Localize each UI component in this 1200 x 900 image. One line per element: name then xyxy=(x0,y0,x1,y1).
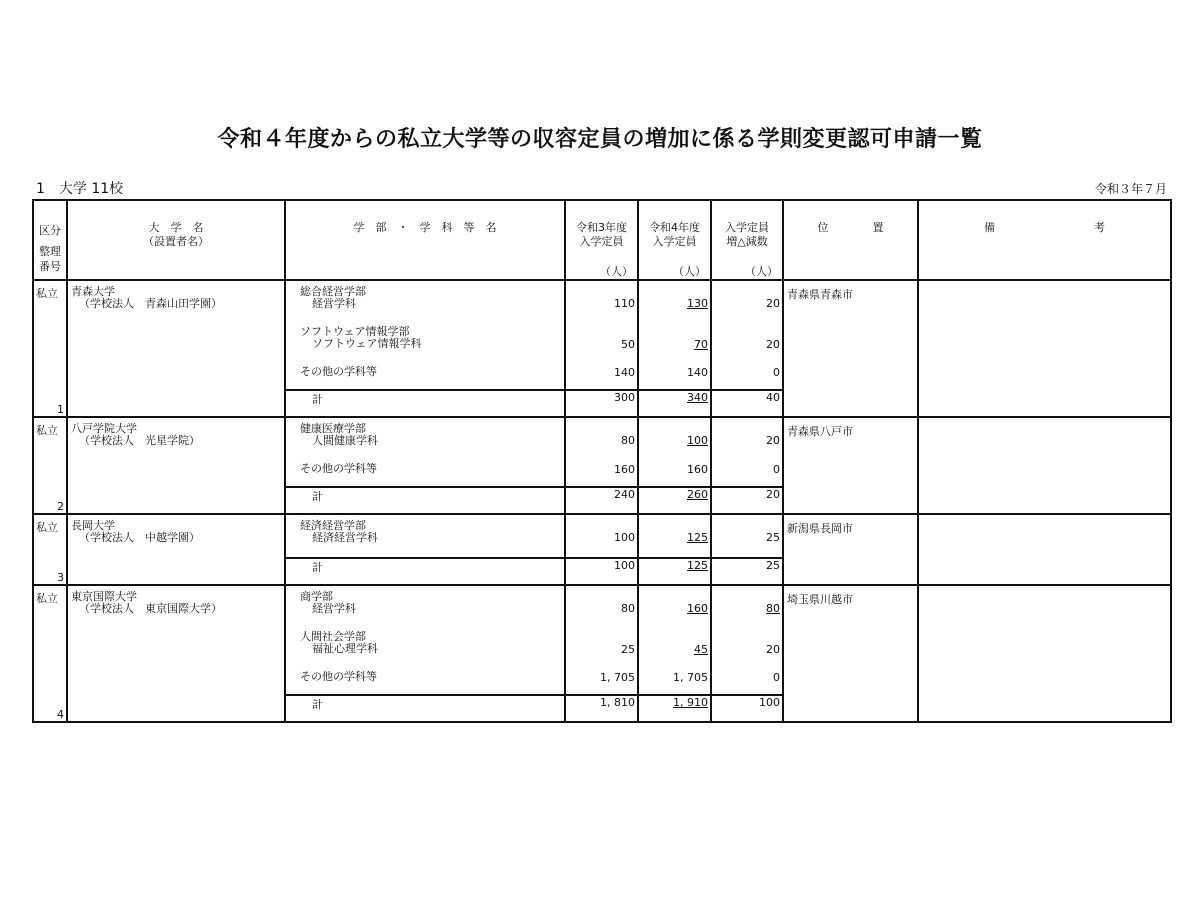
total-r3-cell xyxy=(565,487,638,514)
university-name: 青森大学 xyxy=(71,285,115,298)
total-r3-value: 300 xyxy=(614,391,635,404)
remarks-cell xyxy=(918,280,1171,417)
university-name: 東京国際大学 xyxy=(71,590,137,603)
header-diff xyxy=(711,200,783,280)
location-value: 埼玉県川越市 xyxy=(787,593,853,606)
row-number: 4 xyxy=(57,708,64,721)
faculty-name: ソフトウェア情報学部 xyxy=(300,325,410,338)
faculty-name: 総合経営学部 xyxy=(300,285,366,298)
faculty-cell xyxy=(285,363,565,390)
faculty-name: 経済経営学部 xyxy=(300,519,366,532)
university-cell xyxy=(67,585,285,722)
location-value: 青森県八戸市 xyxy=(787,425,853,438)
r3-value: 80 xyxy=(621,602,635,615)
r4-cell xyxy=(638,585,711,628)
table-row xyxy=(33,280,1171,323)
diff-value: 20 xyxy=(766,338,780,351)
r4-value: 1, 705 xyxy=(673,671,708,684)
r4-cell xyxy=(638,628,711,668)
header-r3-capacity xyxy=(565,200,638,280)
diff-cell xyxy=(711,668,783,695)
total-r4-cell xyxy=(638,695,711,722)
header-kubun xyxy=(33,200,67,280)
faculty-cell xyxy=(285,514,565,558)
r4-value: 160 xyxy=(687,602,708,615)
application-table xyxy=(32,199,1172,723)
university-cell xyxy=(67,514,285,585)
header-faculty-label: 学 部 ・ 学 科 等 名 xyxy=(353,221,497,234)
founder-name: （学校法人 中越学園） xyxy=(79,531,200,544)
header-location-label: 位 置 xyxy=(817,221,884,234)
header-r3-line1: 令和3年度 xyxy=(576,221,627,234)
header-r4-line2: 入学定員 xyxy=(652,235,697,248)
university-cell xyxy=(67,280,285,417)
total-diff-value: 40 xyxy=(766,391,780,404)
table-row xyxy=(33,417,1171,460)
total-label-cell xyxy=(285,390,565,417)
total-diff-value: 20 xyxy=(766,488,780,501)
department-name: ソフトウェア情報学科 xyxy=(312,337,422,350)
kubun-label: 私立 xyxy=(36,287,58,300)
row-number: 2 xyxy=(57,500,64,513)
diff-value: 20 xyxy=(766,643,780,656)
total-diff-value: 25 xyxy=(766,559,780,572)
header-faculty xyxy=(285,200,565,280)
diff-cell xyxy=(711,280,783,323)
header-university xyxy=(67,200,285,280)
r4-value: 140 xyxy=(687,366,708,379)
header-bango-label: 番号 xyxy=(39,260,61,273)
total-label: 計 xyxy=(312,561,323,574)
total-r4-cell xyxy=(638,487,711,514)
r3-value: 140 xyxy=(614,366,635,379)
table-row xyxy=(33,585,1171,628)
r3-cell xyxy=(565,628,638,668)
diff-value: 0 xyxy=(773,463,780,476)
department-name: 福祉心理学科 xyxy=(312,642,378,655)
row-number: 3 xyxy=(57,571,64,584)
total-r3-value: 240 xyxy=(614,488,635,501)
r4-cell xyxy=(638,363,711,390)
faculty-cell xyxy=(285,323,565,363)
founder-name: （学校法人 光星学院） xyxy=(79,434,200,447)
table-row xyxy=(33,514,1171,558)
total-diff-cell xyxy=(711,390,783,417)
document-date: 令和３年７月 xyxy=(1094,182,1167,196)
header-r4-capacity xyxy=(638,200,711,280)
faculty-cell xyxy=(285,585,565,628)
total-r4-cell xyxy=(638,558,711,585)
r4-cell xyxy=(638,668,711,695)
r3-cell xyxy=(565,280,638,323)
total-label: 計 xyxy=(312,393,323,406)
r4-cell xyxy=(638,323,711,363)
diff-value: 0 xyxy=(773,366,780,379)
department-name: 経営学科 xyxy=(312,602,356,615)
r3-cell xyxy=(565,460,638,487)
faculty-name: 健康医療学部 xyxy=(300,422,366,435)
location-value: 青森県青森市 xyxy=(787,288,853,301)
faculty-cell xyxy=(285,417,565,460)
header-r4-line1: 令和4年度 xyxy=(649,221,700,234)
total-r3-cell xyxy=(565,390,638,417)
total-label: 計 xyxy=(312,698,323,711)
faculty-name: 商学部 xyxy=(300,590,333,603)
location-cell xyxy=(783,514,918,585)
diff-value: 20 xyxy=(766,297,780,310)
total-r4-value: 125 xyxy=(687,559,708,572)
total-r3-value: 1, 810 xyxy=(600,696,635,709)
diff-cell xyxy=(711,363,783,390)
diff-cell xyxy=(711,417,783,460)
diff-value: 25 xyxy=(766,531,780,544)
total-diff-cell xyxy=(711,558,783,585)
header-seiri-label: 整理 xyxy=(39,245,61,258)
total-label-cell xyxy=(285,558,565,585)
diff-cell xyxy=(711,585,783,628)
department-name: 経営学科 xyxy=(312,297,356,310)
r4-value: 160 xyxy=(687,463,708,476)
header-remarks-label: 備 考 xyxy=(984,221,1105,234)
diff-cell xyxy=(711,628,783,668)
faculty-cell xyxy=(285,628,565,668)
total-r4-cell xyxy=(638,390,711,417)
r3-value: 110 xyxy=(614,297,635,310)
header-remarks xyxy=(918,200,1171,280)
founder-name: （学校法人 青森山田学園） xyxy=(79,297,222,310)
total-diff-cell xyxy=(711,695,783,722)
header-row xyxy=(33,200,1171,280)
r3-cell xyxy=(565,417,638,460)
diff-cell xyxy=(711,323,783,363)
remarks-cell xyxy=(918,417,1171,514)
faculty-name: その他の学科等 xyxy=(300,670,377,683)
header-founder-label: （設置者名） xyxy=(143,235,209,248)
header-diff-line1: 入学定員 xyxy=(725,221,769,234)
faculty-name: 人間社会学部 xyxy=(300,630,366,643)
location-value: 新潟県長岡市 xyxy=(787,522,853,535)
unit-label: （人） xyxy=(745,265,778,278)
faculty-name: その他の学科等 xyxy=(300,365,377,378)
kubun-cell xyxy=(33,280,67,417)
kubun-cell xyxy=(33,514,67,585)
department-name: 人間健康学科 xyxy=(312,434,378,447)
r4-value: 45 xyxy=(694,643,708,656)
total-r3-value: 100 xyxy=(614,559,635,572)
faculty-name: その他の学科等 xyxy=(300,462,377,475)
diff-value: 20 xyxy=(766,434,780,447)
unit-label: （人） xyxy=(673,265,706,278)
header-location xyxy=(783,200,918,280)
diff-value: 80 xyxy=(766,602,780,615)
r3-value: 160 xyxy=(614,463,635,476)
r3-cell xyxy=(565,668,638,695)
header-university-label: 大 学 名 xyxy=(148,221,204,234)
unit-label: （人） xyxy=(600,265,633,278)
university-name: 長岡大学 xyxy=(71,519,115,532)
remarks-cell xyxy=(918,514,1171,585)
r3-cell xyxy=(565,514,638,558)
r4-value: 125 xyxy=(687,531,708,544)
r4-value: 130 xyxy=(687,297,708,310)
r3-value: 100 xyxy=(614,531,635,544)
header-diff-line2: 増△減数 xyxy=(726,235,768,248)
r3-cell xyxy=(565,323,638,363)
total-r4-value: 340 xyxy=(687,391,708,404)
faculty-cell xyxy=(285,280,565,323)
row-number: 1 xyxy=(57,403,64,416)
diff-value: 0 xyxy=(773,671,780,684)
kubun-label: 私立 xyxy=(36,592,58,605)
diff-cell xyxy=(711,514,783,558)
total-diff-cell xyxy=(711,487,783,514)
location-cell xyxy=(783,585,918,722)
total-r3-cell xyxy=(565,695,638,722)
university-cell xyxy=(67,417,285,514)
r4-value: 100 xyxy=(687,434,708,447)
header-r3-line2: 入学定員 xyxy=(579,235,624,248)
total-r3-cell xyxy=(565,558,638,585)
university-name: 八戸学院大学 xyxy=(71,422,137,435)
founder-name: （学校法人 東京国際大学） xyxy=(79,602,222,615)
location-cell xyxy=(783,417,918,514)
department-name: 経済経営学科 xyxy=(312,531,378,544)
page-title: 令和４年度からの私立大学等の収容定員の増加に係る学則変更認可申請一覧 xyxy=(217,127,983,152)
section-heading: 1 大学 11校 xyxy=(36,181,124,197)
diff-cell xyxy=(711,460,783,487)
r4-cell xyxy=(638,460,711,487)
kubun-label: 私立 xyxy=(36,424,58,437)
total-label-cell xyxy=(285,487,565,514)
r3-cell xyxy=(565,363,638,390)
total-label-cell xyxy=(285,695,565,722)
r3-value: 50 xyxy=(621,338,635,351)
r3-value: 25 xyxy=(621,643,635,656)
total-diff-value: 100 xyxy=(759,696,780,709)
r4-cell xyxy=(638,417,711,460)
faculty-cell xyxy=(285,668,565,695)
location-cell xyxy=(783,280,918,417)
kubun-label: 私立 xyxy=(36,521,58,534)
kubun-cell xyxy=(33,585,67,722)
header-kubun-label: 区分 xyxy=(39,224,61,237)
total-label: 計 xyxy=(312,490,323,503)
r4-cell xyxy=(638,280,711,323)
remarks-cell xyxy=(918,585,1171,722)
r4-value: 70 xyxy=(694,338,708,351)
kubun-cell xyxy=(33,417,67,514)
r4-cell xyxy=(638,514,711,558)
r3-value: 1, 705 xyxy=(600,671,635,684)
r3-cell xyxy=(565,585,638,628)
total-r4-value: 1, 910 xyxy=(673,696,708,709)
faculty-cell xyxy=(285,460,565,487)
total-r4-value: 260 xyxy=(687,488,708,501)
r3-value: 80 xyxy=(621,434,635,447)
